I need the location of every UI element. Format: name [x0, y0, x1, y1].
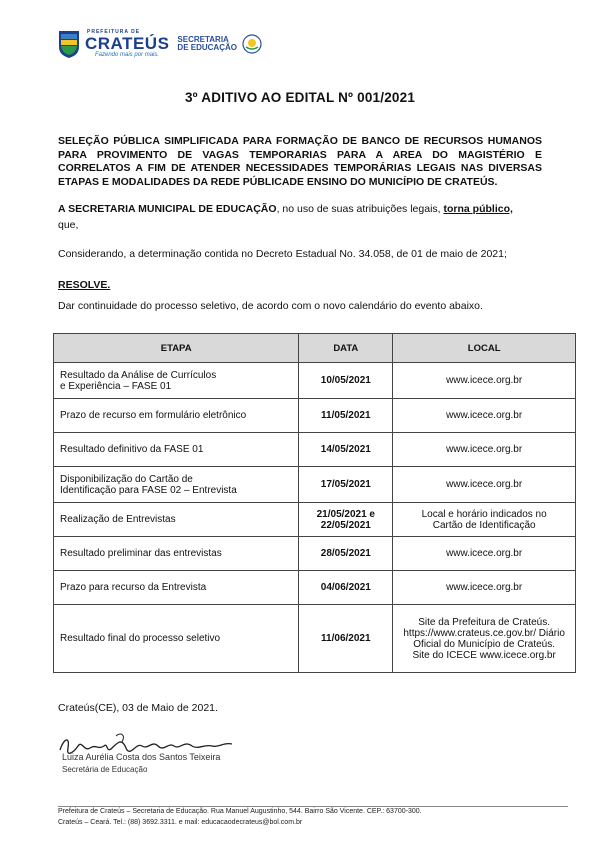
- city-tagline: Fazendo mais por mais.: [95, 52, 160, 58]
- cell-local: [393, 467, 576, 503]
- cell-etapa-line: Prazo de recurso em formulário eletrônico: [60, 410, 247, 421]
- table-row: [54, 605, 576, 673]
- cell-data: [299, 571, 393, 605]
- table-header-row: [54, 334, 576, 363]
- cell-data-line: 22/05/2021: [320, 519, 371, 531]
- cell-etapa: [54, 605, 299, 673]
- place-and-date: Crateús(CE), 03 de Maio de 2021.: [58, 702, 218, 714]
- cell-data-line: 17/05/2021: [320, 479, 371, 490]
- cell-local-line: www.icece.org.br: [446, 410, 523, 421]
- cell-data-line: 10/05/2021: [320, 375, 371, 386]
- cell-data: [299, 433, 393, 467]
- cell-data-line: 28/05/2021: [320, 548, 371, 559]
- cell-data: [299, 467, 393, 503]
- footer: [58, 806, 578, 828]
- intro-paragraph: SELEÇÃO PÚBLICA SIMPLIFICADA PARA FORMAÇÃO DE BANCO DE RECURSOS HUMANOS PARA PROVIMENTO DE VAGAS TEMPORARIAS PARA A AREA DO MAGISTÉRIO E CORRELATOS A FIM DE ATENDER NECESSIDADES TEMPORÁRIAS LEGAIS NAS DIVERSAS ETAPAS E MODALIDADES DA REDE PÚBLICADE ENSINO DO MUNICÍPIO DE CRATEÚS.: [58, 135, 542, 188]
- cell-etapa: [54, 399, 299, 433]
- cell-etapa: [54, 363, 299, 399]
- cell-local: [393, 537, 576, 571]
- cell-local: [393, 433, 576, 467]
- table-row: [54, 503, 576, 537]
- schedule-table: [53, 333, 576, 673]
- column-header-etapa: ETAPA: [54, 334, 299, 363]
- cell-etapa-line: Resultado final do processo seletivo: [60, 633, 221, 644]
- city-name: CRATEÚS: [85, 34, 170, 53]
- announcement-paragraph: [58, 201, 542, 233]
- cell-local-line: www.icece.org.br: [446, 479, 523, 490]
- footer-contact: Crateús – Ceará. Tel.: (88) 3692.3311. e mail: educacaodecrateus@bol.com.br: [58, 819, 303, 826]
- table-row: [54, 467, 576, 503]
- cell-etapa-line: Resultado definitivo da FASE 01: [60, 444, 204, 455]
- cell-local-line: Site da Prefeitura de Crateús.: [418, 616, 551, 628]
- cell-local: [393, 605, 576, 673]
- cell-data: [299, 605, 393, 673]
- footer-address: Prefeitura de Crateús – Secretaria de Educação. Rua Manuel Augustinho, 544. Bairro São Vicente. CEP.: 63700-300.: [58, 808, 422, 815]
- cell-etapa: [54, 503, 299, 537]
- cell-local-line: Oficial do Município de Crateús.: [413, 638, 555, 650]
- cell-etapa-line: Prazo para recurso da Entrevista: [60, 582, 207, 593]
- cell-data-line: 21/05/2021 e: [316, 508, 375, 520]
- cell-etapa-line: Realização de Entrevistas: [60, 514, 176, 525]
- announcement-end: que,: [58, 219, 79, 231]
- secretaria-line-2: DE EDUCAÇÃO: [177, 43, 237, 52]
- cell-local: [393, 363, 576, 399]
- cell-etapa: [54, 433, 299, 467]
- cell-data-line: 11/06/2021: [321, 633, 371, 644]
- cell-local-line: www.icece.org.br: [446, 375, 523, 386]
- cell-etapa-line: Disponibilização do Cartão de: [60, 473, 193, 485]
- cell-local-line: www.icece.org.br: [446, 444, 523, 455]
- cell-data-line: 14/05/2021: [320, 444, 371, 455]
- cell-local-line: www.icece.org.br: [446, 582, 523, 593]
- cell-data: [299, 537, 393, 571]
- resolve-heading: RESOLVE.: [58, 279, 111, 291]
- document-title: 3º ADITIVO AO EDITAL Nº 001/2021: [184, 90, 416, 105]
- cell-data-line: 11/05/2021: [321, 410, 371, 421]
- city-brand: [85, 30, 169, 58]
- cell-etapa: [54, 571, 299, 605]
- table-row: [54, 571, 576, 605]
- cell-etapa: [54, 537, 299, 571]
- cell-etapa: [54, 467, 299, 503]
- column-header-data: DATA: [299, 334, 393, 363]
- secretaria-label: [177, 36, 237, 53]
- cell-local-line: https://www.crateus.ce.gov.br/ Diário: [403, 627, 565, 639]
- secretaria-emblem-icon: [242, 34, 262, 54]
- signatory-role: Secretária de Educação: [62, 765, 148, 774]
- continuity-paragraph: Dar continuidade do processo seletivo, de acordo com o novo calendário do evento abaixo.: [58, 300, 483, 312]
- signatory-name: Luiza Aurélia Costa dos Santos Teixeira: [62, 752, 221, 762]
- cell-local-line: Cartão de Identificação: [432, 519, 536, 531]
- cell-etapa-line: Resultado da Análise de Currículos: [60, 369, 217, 381]
- secretaria-line-1: SECRETARIA: [177, 34, 229, 44]
- cell-local-line: Local e horário indicados no: [421, 508, 547, 520]
- table-row: [54, 537, 576, 571]
- table-row: [54, 399, 576, 433]
- cell-etapa-line: Identificação para FASE 02 – Entrevista: [60, 484, 237, 496]
- cell-data: [299, 363, 393, 399]
- cell-data: [299, 399, 393, 433]
- city-shield-logo: [58, 29, 80, 59]
- cell-local: [393, 399, 576, 433]
- announcement-middle: , no uso de suas atribuições legais,: [276, 203, 444, 215]
- cell-etapa-line: e Experiência – FASE 01: [60, 380, 172, 392]
- letterhead: [58, 26, 262, 62]
- cell-local-line: www.icece.org.br: [446, 548, 523, 559]
- secretaria-name: A SECRETARIA MUNICIPAL DE EDUCAÇÃO: [58, 203, 277, 215]
- cell-etapa-line: Resultado preliminar das entrevistas: [60, 548, 222, 559]
- table-row: [54, 433, 576, 467]
- cell-data: [299, 503, 393, 537]
- column-header-local: LOCAL: [393, 334, 576, 363]
- cell-local-line: Site do ICECE www.icece.org.br: [412, 649, 556, 661]
- announcement-action: torna público,: [443, 203, 513, 215]
- considerando-paragraph: Considerando, a determinação contida no Decreto Estadual No. 34.058, de 01 de maio de 2021;: [58, 248, 507, 260]
- prefeitura-label: PREFEITURA DE: [87, 29, 141, 35]
- cell-local: [393, 571, 576, 605]
- table-row: [54, 363, 576, 399]
- cell-data-line: 04/06/2021: [320, 582, 371, 593]
- cell-local: [393, 503, 576, 537]
